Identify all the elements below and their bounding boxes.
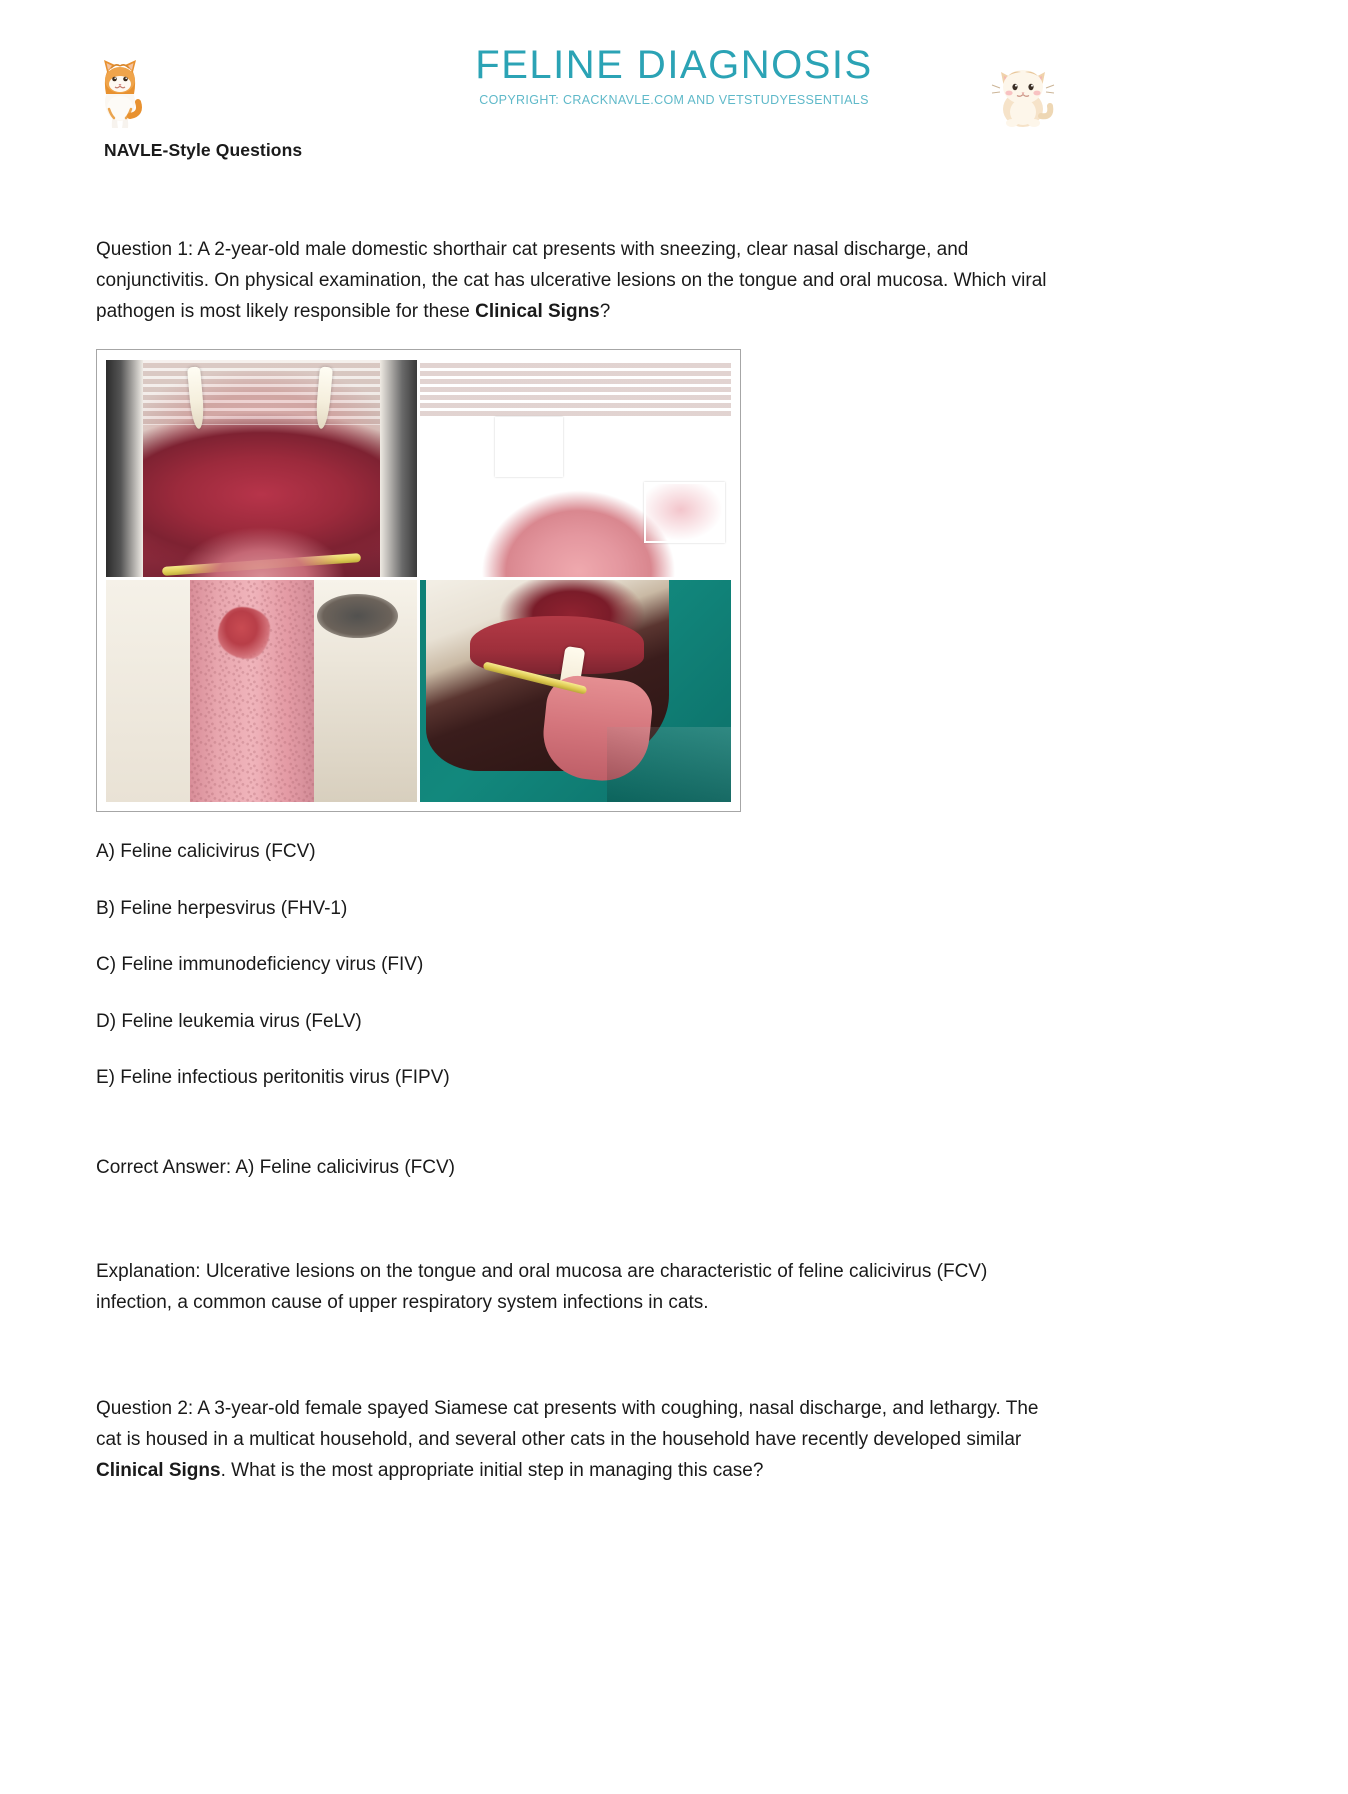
brand-title: FELINE DIAGNOSIS: [475, 43, 873, 87]
question-2-block: [96, 1394, 1252, 1486]
panel-3-tongue-ulcer: [218, 607, 270, 659]
answer-option-d[interactable]: D) Feline leukemia virus (FeLV): [96, 1010, 362, 1032]
question-2-text-part2: . What is the most appropriate initial step in managing this case?: [220, 1459, 764, 1481]
panel-3-eye: [317, 594, 398, 638]
figure-panel-1: [106, 360, 417, 577]
panel-1-right-canine: [315, 366, 333, 429]
panel-2-lesion-highlight-upper: [495, 417, 563, 478]
section-heading: NAVLE-Style Questions: [104, 140, 303, 160]
explanation-text: Explanation: Ulcerative lesions on the tongue and oral mucosa are characteristic of feline calicivirus (FCV) infection, a common cause of upper respiratory system infections in cats.: [96, 1260, 988, 1313]
document-content: [0, 140, 1348, 1487]
panel-4-surgical-drape: [607, 727, 731, 802]
figure-panel-4: [420, 580, 731, 802]
brand-copyright: COPYRIGHT: CRACKNAVLE.COM AND VETSTUDYESSENTIALS: [479, 93, 869, 107]
answer-option-e[interactable]: E) Feline infectious peritonitis virus (FIPV): [96, 1067, 450, 1089]
answer-option-c[interactable]: C) Feline immunodeficiency virus (FIV): [96, 954, 424, 976]
page-header: [0, 0, 1348, 120]
question-1-bold-phrase: Clinical Signs: [475, 300, 600, 322]
question-1-text-part2: ?: [599, 300, 611, 322]
panel-1-left-canine: [187, 366, 205, 429]
orange-tabby-cat-icon: [85, 54, 155, 134]
question-2-text-part1: Question 2: A 3-year-old female spayed Siamese cat presents with coughing, nasal discharge, and lethargy. The cat is housed in a multicat household, and several other cats in the household have recently developed similar: [96, 1398, 1039, 1451]
answer-option-a[interactable]: A) Feline calicivirus (FCV): [96, 841, 316, 863]
panel-3-left-fur: [106, 580, 190, 802]
figure-panel-3: [106, 580, 417, 802]
correct-answer-line: Correct Answer: A) Feline calicivirus (FCV): [96, 1156, 455, 1178]
answer-option-b[interactable]: B) Feline herpesvirus (FHV-1): [96, 897, 348, 919]
panel-1-endotracheal-tube: [162, 553, 361, 576]
panel-1-left-fur: [106, 360, 143, 577]
cream-cat-icon: [988, 54, 1058, 134]
clinical-image-figure: [96, 349, 741, 812]
panel-2-lesion-highlight-lower: [644, 482, 725, 543]
question-2-text: [96, 1394, 1056, 1486]
panel-1-right-fur: [380, 360, 417, 577]
answer-options-list: [96, 838, 1252, 1093]
figure-panel-2: [420, 360, 731, 577]
question-2-bold-phrase: Clinical Signs: [96, 1459, 221, 1481]
question-1-text: [96, 235, 1056, 327]
question-1-text-part1: Question 1: A 2-year-old male domestic shorthair cat presents with sneezing, clear nasal discharge, and conjunctivitis. On physical examination, the cat has ulcerative lesions on the tongue and oral mucosa. Which viral pathogen is most likely responsible for these: [96, 239, 1047, 322]
question-1-block: [96, 235, 1252, 1318]
